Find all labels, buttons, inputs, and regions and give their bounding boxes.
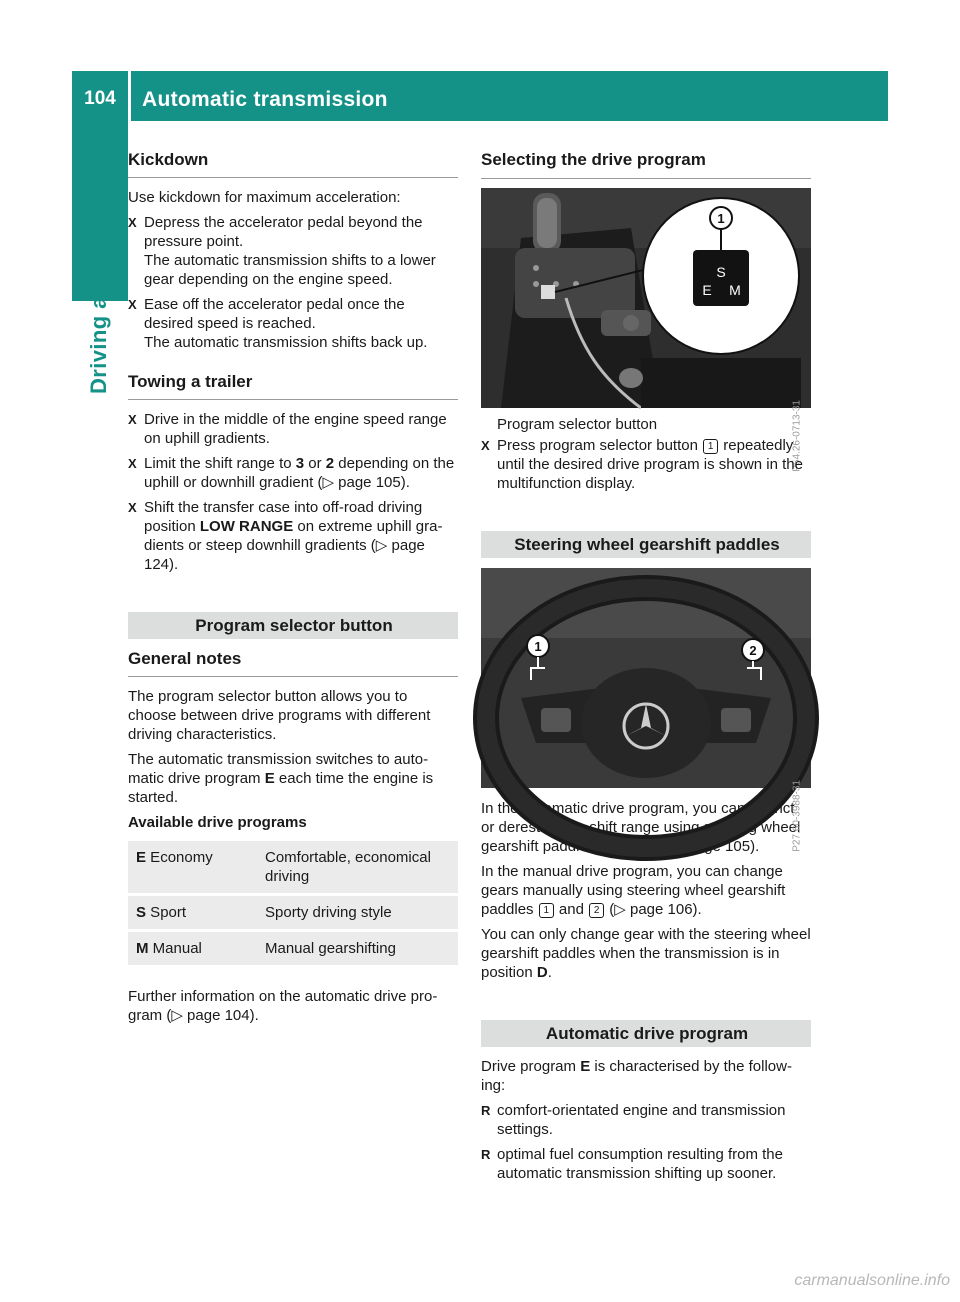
program-key: E (136, 849, 147, 866)
step-marker: X (128, 500, 137, 515)
step-marker: X (128, 456, 137, 471)
paddles-para (481, 862, 811, 919)
callout-ref: 2 (589, 903, 604, 918)
right-column (481, 150, 811, 1183)
selecting-heading: Selecting the drive program (481, 150, 811, 179)
table-row (128, 896, 458, 929)
callout-1: 1 (534, 639, 542, 654)
kickdown-step-result: The automatic transmission shifts to a lower gear depending on the engine speed. (144, 252, 436, 288)
kickdown-step-line: Depress the accelerator pedal beyond the pressure point. (144, 214, 423, 250)
towing-step-text: Drive in the middle of the engine speed range on uphill gradients. (144, 411, 447, 447)
kickdown-heading: Kickdown (128, 150, 458, 178)
kickdown-step (128, 295, 458, 352)
left-column (128, 150, 458, 1025)
program-name-cell (128, 841, 257, 893)
page-ref-link[interactable]: page 106). (625, 901, 702, 918)
selecting-step (481, 436, 811, 493)
text-run: In the automatic drive program, you can restrict or derestrict the shift range using steering wheel gearshift paddles (481, 800, 801, 855)
position-d: D (536, 964, 548, 981)
text-run: each time the engine is started. (128, 770, 434, 806)
callout-ref: 1 (539, 903, 554, 918)
program-name: Economy (146, 849, 213, 866)
callout-ref: 1 (703, 439, 718, 454)
program-name-cell (128, 932, 257, 965)
text-run: . (547, 964, 552, 981)
bullet-text: optimal fuel consumption resulting from the automatic transmission shifting up sooner. (497, 1146, 783, 1182)
chapter-tab-label: Driving and parking (86, 179, 111, 394)
button-letter-e: E (702, 282, 712, 298)
step-marker: X (128, 215, 137, 230)
program-name: Manual (148, 940, 202, 957)
bullet-item (481, 1145, 811, 1183)
text-run: or (304, 455, 326, 472)
page-ref-icon: ▷ (322, 474, 334, 491)
callout-1: 1 (717, 211, 725, 226)
page-ref-icon: ▷ (375, 537, 388, 554)
text-run: Shift the transfer case into off-road driving position (144, 499, 423, 535)
text-run: Further information on the automatic drive pro-gram ( (128, 988, 438, 1024)
kickdown-step-line: Ease off the accelerator pedal once the desired speed is reached. (144, 296, 405, 332)
page-title: Automatic transmission (142, 88, 388, 111)
text-run: ( (605, 901, 615, 918)
program-desc-cell: Comfortable, economical driving (257, 841, 458, 893)
program-key: S (136, 904, 147, 921)
kickdown-step-result: The automatic transmission shifts back up. (144, 334, 428, 351)
text-run: depending on the uphill or downhill gradient ( (144, 455, 455, 491)
text-run: and (616, 838, 650, 855)
towing-step (128, 498, 458, 574)
kickdown-intro: Use kickdown for maximum acceleration: (128, 189, 401, 206)
image-code: P27.60-3988-31 (792, 780, 803, 852)
towing-heading: Towing a trailer (128, 372, 458, 400)
step-marker: X (128, 412, 137, 427)
program-selector-heading (128, 612, 458, 639)
step-marker: X (128, 297, 137, 312)
text-run: In the manual drive program, you can change gears manually using steering wheel gearshift paddles (481, 863, 786, 918)
page-ref-icon: ▷ (671, 838, 684, 855)
kickdown-step (128, 213, 458, 289)
text-run: is characterised by the follow-ing: (481, 1058, 792, 1094)
program-desc-cell: Manual gearshifting (257, 932, 458, 965)
page-ref-link[interactable]: page 124). (144, 537, 425, 573)
text-run: repeatedly until the desired drive program is shown in the multifunction display. (497, 437, 803, 492)
table-row (128, 841, 458, 893)
page-ref-link[interactable]: page 105). (333, 474, 410, 491)
text-run: ( (666, 838, 672, 855)
program-name-cell (128, 896, 257, 929)
button-letter-s: S (716, 264, 726, 280)
program-selector-illustration (481, 188, 811, 408)
callout-2: 2 (749, 643, 757, 658)
towing-step-text (144, 498, 458, 574)
drive-programs-table (128, 841, 458, 965)
image-code: P54.26-0713-31 (792, 400, 803, 472)
page-ref-link[interactable]: page 104). (182, 1007, 259, 1024)
towing-step (128, 410, 458, 448)
low-range-label: LOW RANGE (199, 518, 294, 535)
photo-caption: Program selector button (497, 416, 658, 433)
text-run: and (554, 901, 589, 918)
bullet-marker: R (481, 1103, 491, 1118)
watermark: carmanualsonline.info (794, 1272, 950, 1289)
table-title: Available drive programs (128, 814, 307, 831)
program-e: E (580, 1058, 591, 1075)
program-name: Sport (146, 904, 187, 921)
gear-2: 2 (325, 455, 335, 472)
towing-step (128, 454, 458, 492)
header-divider (128, 71, 131, 121)
paddles-para (481, 925, 811, 982)
auto-program-heading (481, 1020, 811, 1047)
text-run: Press program selector button (497, 437, 703, 454)
program-selector-para (128, 750, 458, 807)
page-number: 104 (84, 88, 116, 109)
selecting-step-text (497, 436, 811, 493)
program-key: M (136, 940, 149, 957)
text-run: Limit the shift range to (144, 455, 296, 472)
program-e: E (264, 770, 275, 787)
callout-ref: 1 (600, 840, 615, 855)
gear-3: 3 (295, 455, 305, 472)
paddles-heading (481, 531, 811, 558)
bullet-item (481, 1101, 811, 1139)
boxed-heading-text: Program selector button (195, 616, 393, 635)
further-info-para (128, 987, 458, 1025)
page-ref-link[interactable]: page 105). (683, 838, 760, 855)
text-run: You can only change gear with the steering wheel gearshift paddles when the transmission is in position (481, 926, 811, 981)
program-desc-cell: Sporty driving style (257, 896, 458, 929)
towing-step-text (144, 454, 458, 492)
auto-program-intro (481, 1057, 811, 1095)
text-run: Drive program (481, 1058, 581, 1075)
button-letter-m: M (729, 282, 741, 298)
table-row (128, 932, 458, 965)
callout-ref: 2 (651, 840, 666, 855)
page-ref-icon: ▷ (171, 1007, 183, 1024)
boxed-heading-text: Steering wheel gearshift paddles (514, 535, 780, 554)
text-run: on extreme uphill gra-dients or steep downhill gradients ( (144, 518, 443, 554)
step-marker: X (481, 438, 490, 453)
page-ref-icon: ▷ (614, 901, 626, 918)
bullet-marker: R (481, 1147, 491, 1162)
bullet-text: comfort-orientated engine and transmission settings. (497, 1102, 786, 1138)
steering-wheel-illustration (481, 568, 811, 788)
text-run: The automatic transmission switches to auto-matic drive program (128, 751, 429, 787)
boxed-heading-text: Automatic drive program (545, 1024, 749, 1043)
general-notes-heading: General notes (128, 649, 458, 677)
program-selector-para: The program selector button allows you to choose between drive programs with different driving characteristics. (128, 688, 431, 743)
